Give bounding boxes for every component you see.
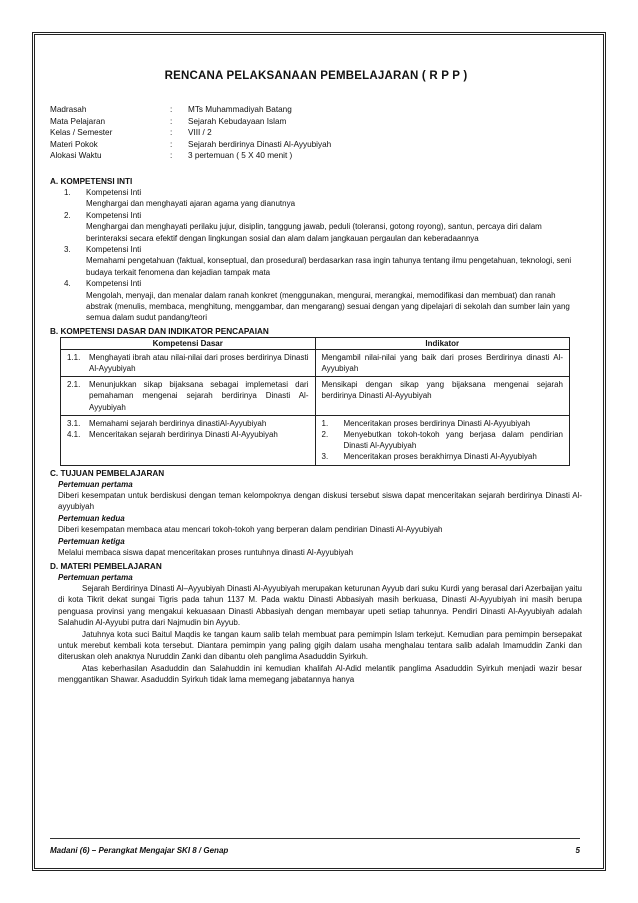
kd-item (67, 429, 309, 440)
competence-item (50, 187, 582, 198)
kd-text: Memahami sejarah berdirinya dinastiAl-Ayyubiyah (89, 418, 267, 428)
competence-number: 4. (64, 279, 71, 289)
section-c-heading: C. TUJUAN PEMBELAJARAN (50, 468, 165, 478)
document-title: RENCANA PELAKSANAAN PEMBELAJARAN ( R P P ) (164, 70, 468, 82)
identity-block (50, 104, 582, 162)
competence-item (50, 210, 582, 221)
indicator-cell (315, 377, 570, 416)
competence-label: Kompetensi Inti (86, 187, 142, 197)
indicator-number: 1. (321, 418, 329, 428)
competence-number: 3. (64, 245, 71, 254)
identity-value: Sejarah Kebudayaan Islam (188, 116, 287, 126)
meeting-label: Pertemuan pertama (58, 479, 133, 489)
kd-number: 1.1. (67, 352, 81, 362)
kd-item (67, 418, 309, 429)
page-footer (50, 846, 580, 855)
identity-row (50, 139, 582, 151)
competence-text: Mengolah, menyaji, dan menalar dalam ranah konkret (menggunakan, mengurai, merangkai, memodifikasi dan membuat) dan ranah abstrak (menulis, membaca, menghitung, menggambar, dan mengarang) sesuai dengan yang dipelajari di sekolah dan sumber lain yang semua dalam sudut pandang/teori (86, 290, 570, 323)
indicator-cell (315, 415, 570, 465)
material-paragraph: Jatuhnya kota suci Baitul Maqdis ke tangan kaum salib telah membuat para pemimpin Islam terkejut. Kemudian para pemimpin bersepakat untuk merebut kembali kota tersebut. Diantara pemimpin yang paling gigih dalam usaha menghalau tentara salib adalah Imamuddin Zanki dan diteruskan oleh anaknya Nuruddin Zanki dan dibantu oleh panglima Asaduddin Syirkuh. (58, 629, 582, 662)
indicator-text: Menceritakan proses berakhirnya Dinasti Al-Ayyubiyah (343, 452, 537, 462)
kd-number: 2.1. (67, 380, 81, 390)
competence-indicator-table (60, 337, 570, 466)
kd-cell (61, 349, 316, 376)
table-header-row (61, 337, 570, 349)
indicator-item (322, 418, 564, 429)
document-body (50, 70, 582, 686)
indicator-text: Mengambil nilai-nilai yang baik dari proses Berdirinya dinasti Al-Ayyubiyah (321, 352, 563, 374)
identity-row (50, 116, 582, 128)
table-row (61, 349, 570, 376)
table-row (61, 415, 570, 465)
material-paragraph: Sejarah Berdirinya Dinasti Al–Ayyubiyah Dinasti Al-Ayyubiyah merupakan keturunan Ayyub dari suku Kurdi yang berasal dari Azerbaijan yaitu di kota Tikrit dekat sungai Tigris pada tahun 1137 M. Pada waktu Dinasti Abbasiyah masih berkuasa, Dinasti Al-Ayyubiyah ini masih berupa penguasa provinsi yang mengakui kekuasaan Dinasti Abbasiyah dengan membayar upeti setiap tahunnya. Pendiri Dinasti Al-Ayyubiyah adalah Salahudin Al-Ayyubi putra dari Najmudin bin Ayyub. (58, 583, 582, 628)
table-row (61, 377, 570, 416)
indicator-item (322, 451, 564, 462)
kd-cell (61, 377, 316, 416)
identity-row (50, 127, 582, 139)
section-a-heading: A. KOMPETENSI INTI (50, 176, 133, 186)
indicator-item (322, 352, 564, 374)
kd-number: 4.1. (67, 430, 81, 440)
kd-cell (61, 415, 316, 465)
identity-key: Madrasah (50, 105, 87, 114)
competence-item (50, 278, 582, 289)
identity-value: 3 pertemuan ( 5 X 40 menit ) (188, 151, 293, 161)
column-header-indicator: Indikator (315, 337, 570, 349)
footer-divider (50, 838, 580, 839)
page-number: 5 (575, 846, 580, 855)
indicator-number: 2. (321, 430, 329, 440)
identity-key: Materi Pokok (50, 139, 98, 149)
material-paragraph: Atas keberhasilan Asaduddin dan Salahuddin ini kemudian khalifah Al-Adid melantik panglima Asaduddin Syirkuh menjadi wazir besar menggantikan Shawar. Asaduddin Syirkuh tidak lama memegang jabatannya hanya (58, 663, 582, 685)
meeting-text: Diberi kesempatan membaca atau mencari tokoh-tokoh yang berperan dalam pendirian Dinasti Al-Ayyubiyah (58, 525, 443, 535)
competence-text: Menghargai dan menghayati perilaku jujur, disiplin, tanggung jawab, peduli (toleransi, gotong royong), santun, percaya diri dalam berinteraksi secara efektif dengan lingkungan sosial dan alam dalam jangkauan pergaulan dan keberadaannya (86, 222, 542, 243)
meeting-label: Pertemuan pertama (58, 572, 133, 582)
indicator-text: Menceritakan proses berdirinya Dinasti Al-Ayyubiyah (343, 418, 531, 428)
kd-text: Menceritakan sejarah berdirinya Dinasti Al-Ayyubiyah (89, 430, 278, 440)
meeting-text: Diberi kesempatan untuk berdiskusi dengan teman kelompoknya dengan diskusi tersebut siswa dapat menceritakan sejarah berdirinya Dinasti Al-ayyubiyah (58, 491, 582, 512)
identity-key: Mata Pelajaran (50, 116, 106, 126)
identity-value: Sejarah berdirinya Dinasti Al-Ayyubiyah (188, 139, 332, 149)
identity-row (50, 104, 582, 116)
footer-text: Madani (6) – Perangkat Mengajar SKI 8 / Genap (50, 846, 229, 855)
identity-row (50, 150, 582, 162)
competence-number: 1. (64, 187, 71, 197)
column-header-kd: Kompetensi Dasar (61, 337, 316, 349)
meeting-label: Pertemuan kedua (58, 513, 125, 523)
identity-sep: : (170, 116, 173, 126)
identity-sep: : (170, 128, 173, 138)
section-d-heading: D. MATERI PEMBELAJARAN (50, 561, 162, 571)
meeting-text: Melalui membaca siswa dapat menceritakan proses runtuhnya dinasti Al-Ayyubiyah (58, 548, 354, 558)
kd-text: Menghayati ibrah atau nilai-nilai dari proses berdirinya Dinasti Al-Ayyubiyah (89, 352, 309, 374)
identity-value: MTs Muhammadiyah Batang (188, 105, 292, 114)
indicator-item (322, 379, 564, 401)
indicator-cell (315, 349, 570, 376)
competence-number: 2. (64, 210, 71, 220)
indicator-item (322, 429, 564, 451)
identity-key: Alokasi Waktu (50, 151, 102, 161)
identity-sep: : (170, 105, 173, 114)
competence-label: Kompetensi Inti (86, 279, 142, 289)
competence-text: Menghargai dan menghayati ajaran agama yang dianutnya (86, 199, 296, 209)
kd-number: 3.1. (67, 418, 81, 428)
identity-sep: : (170, 139, 173, 149)
competence-text: Memahami pengetahuan (faktual, konseptual, dan prosedural) berdasarkan rasa ingin tahunya tentang ilmu pengetahuan, teknologi, seni budaya terkait fenomena dan kejadian tampak mata (86, 256, 572, 277)
indicator-number: 3. (321, 452, 329, 462)
competence-item (50, 244, 582, 255)
kd-item (67, 379, 309, 413)
meeting-label: Pertemuan ketiga (58, 536, 125, 546)
indicator-text: Menyebutkan tokoh-tokoh yang berjasa dalam pendirian Dinasti Al-Ayyubiyah (343, 430, 563, 451)
kd-item (67, 352, 309, 374)
competence-label: Kompetensi Inti (86, 210, 142, 220)
section-b-heading: B. KOMPETENSI DASAR DAN INDIKATOR PENCAPAIAN (50, 326, 269, 336)
competence-label: Kompetensi Inti (86, 245, 142, 254)
section-a-list (50, 187, 582, 324)
kd-text: Menunjukkan sikap bijaksana sebagai implemetasi dari pemahaman mengenai sejarah berdirinya Dinasti Al-Ayyubiyah (89, 380, 309, 412)
identity-value: VIII / 2 (188, 128, 212, 138)
identity-key: Kelas / Semester (50, 128, 113, 138)
indicator-text: Mensikapi dengan sikap yang bijaksana mengenai sejarah berdirinya Dinasti Al-Ayyubiyah (321, 380, 563, 401)
identity-sep: : (170, 151, 173, 161)
